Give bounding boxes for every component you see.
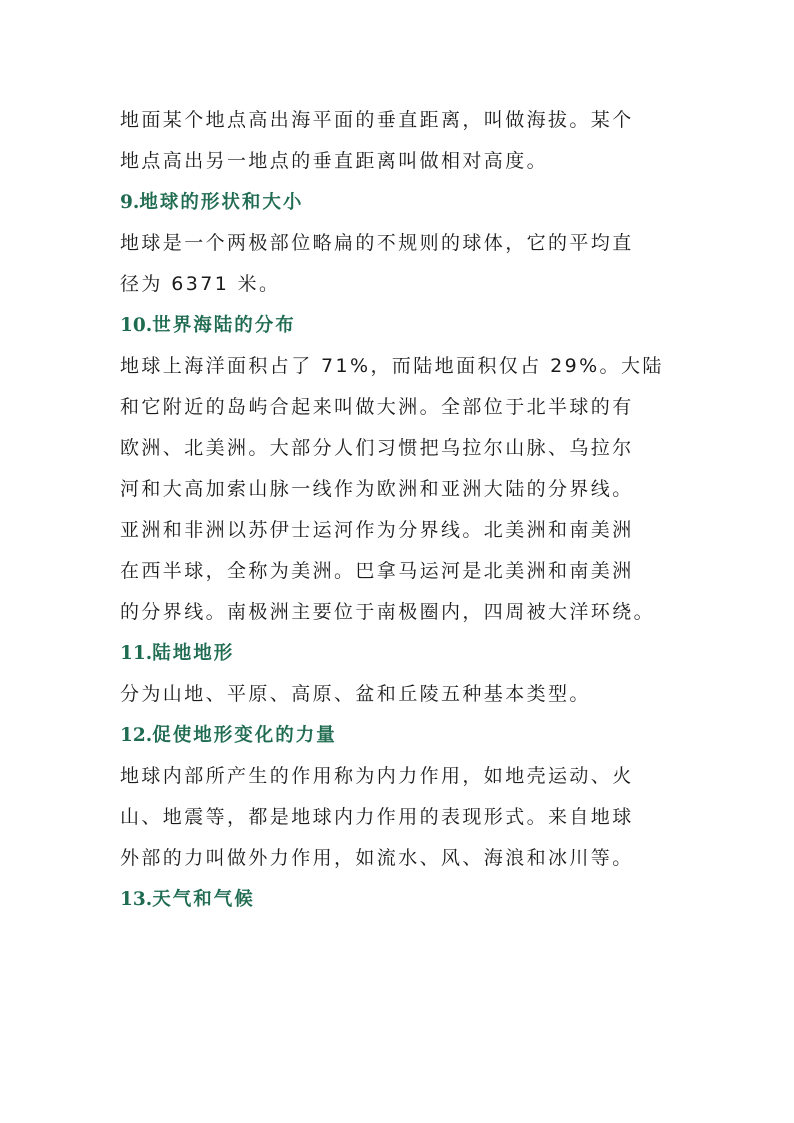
text-line: 分为山地、平原、高原、盆和丘陵五种基本类型。 bbox=[120, 683, 591, 705]
text-line: 在西半球，全称为美洲。巴拿马运河是北美洲和南美洲 bbox=[120, 560, 634, 582]
paragraph-earth-shape bbox=[120, 223, 676, 305]
section-number: 13. bbox=[120, 889, 153, 910]
text-line: 外部的力叫做外力作用，如流水、风、海浪和冰川等。 bbox=[120, 847, 634, 869]
text-line: 河和大高加索山脉一线作为欧洲和亚洲大陆的分界线。 bbox=[120, 478, 634, 500]
section-number: 9. bbox=[120, 192, 140, 213]
section-title: 世界海陆的分布 bbox=[152, 315, 296, 336]
text-line: 欧洲、北美洲。大部分人们习惯把乌拉尔山脉、乌拉尔 bbox=[120, 437, 634, 459]
paragraph-land-sea bbox=[120, 346, 676, 633]
section-number: 12. bbox=[120, 725, 153, 746]
text-line: 径为 6371 米。 bbox=[120, 273, 281, 295]
text-line: 的分界线。南极洲主要位于南极圈内，四周被大洋环绕。 bbox=[120, 601, 656, 623]
section-heading-10 bbox=[120, 305, 676, 346]
section-number: 11. bbox=[120, 643, 153, 664]
section-title: 促使地形变化的力量 bbox=[152, 725, 337, 746]
section-heading-9 bbox=[120, 182, 676, 223]
document-body bbox=[120, 100, 676, 920]
text-line: 地球是一个两极部位略扁的不规则的球体，它的平均直 bbox=[120, 232, 634, 254]
section-heading-13 bbox=[120, 879, 676, 920]
section-number: 10. bbox=[120, 315, 153, 336]
section-title: 地球的形状和大小 bbox=[139, 192, 304, 213]
paragraph-landforms bbox=[120, 674, 676, 715]
paragraph-forces bbox=[120, 756, 676, 879]
section-heading-11 bbox=[120, 633, 676, 674]
text-line: 地点高出另一地点的垂直距离叫做相对高度。 bbox=[120, 150, 549, 172]
paragraph-altitude bbox=[120, 100, 676, 182]
text-line: 地面某个地点高出海平面的垂直距离，叫做海拔。某个 bbox=[120, 109, 634, 131]
section-heading-12 bbox=[120, 715, 676, 756]
text-line: 地球内部所产生的作用称为内力作用，如地壳运动、火 bbox=[120, 765, 634, 787]
text-line: 和它附近的岛屿合起来叫做大洲。全部位于北半球的有 bbox=[120, 396, 634, 418]
text-line: 地球上海洋面积占了 71%，而陆地面积仅占 29%。大陆 bbox=[120, 355, 664, 377]
section-title: 天气和气候 bbox=[152, 889, 255, 910]
text-line: 山、地震等，都是地球内力作用的表现形式。来自地球 bbox=[120, 806, 634, 828]
section-title: 陆地地形 bbox=[152, 643, 235, 664]
text-line: 亚洲和非洲以苏伊士运河作为分界线。北美洲和南美洲 bbox=[120, 519, 634, 541]
